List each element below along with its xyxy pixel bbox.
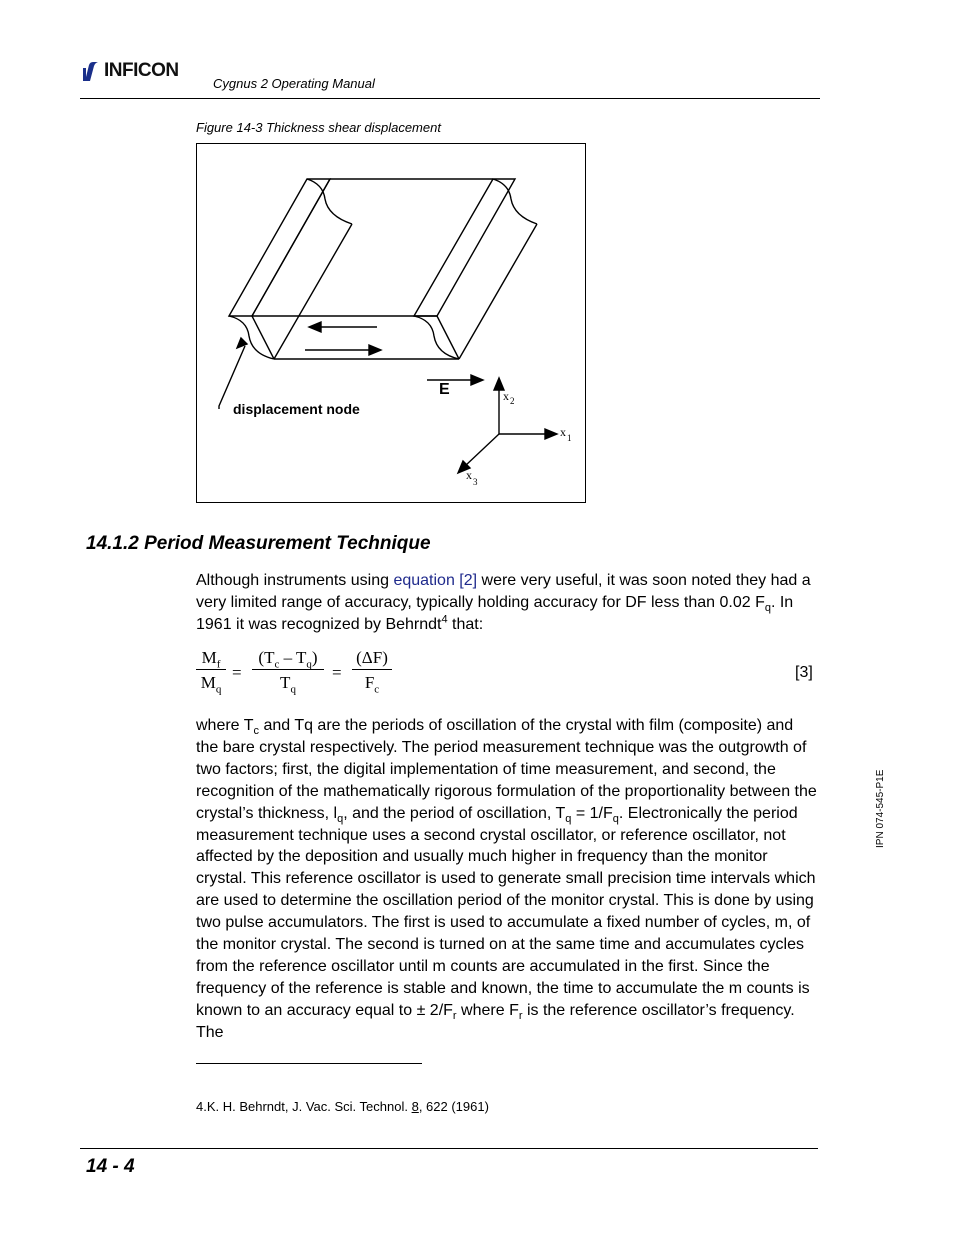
right-bar-wave-top	[493, 179, 537, 224]
header-divider	[80, 98, 820, 99]
field-label: E	[439, 381, 450, 398]
displacement-node-leader	[219, 346, 245, 409]
equation-number: [3]	[795, 664, 813, 681]
section-heading: 14.1.2 Period Measurement Technique	[86, 533, 431, 554]
displacement-node-label: displacement node	[233, 401, 360, 417]
right-bar-inner	[459, 224, 537, 359]
manual-title: Cygnus 2 Operating Manual	[213, 76, 375, 91]
equation-3	[196, 648, 416, 704]
thickness-shear-diagram	[197, 144, 585, 502]
figure-caption: Figure 14-3 Thickness shear displacement	[196, 120, 441, 135]
left-bar-wave-top	[307, 179, 352, 224]
footnote-reference[interactable]: 4	[441, 613, 448, 626]
inficon-logo-icon	[82, 60, 100, 82]
footnote-divider	[196, 1063, 422, 1064]
field-arrow-icon	[471, 375, 483, 385]
center-slab-right	[437, 316, 459, 359]
equals-sign: =	[232, 663, 242, 682]
x2-subscript: 2	[510, 396, 515, 406]
document-ipn: IPN 074-545-P1E	[875, 769, 886, 848]
x1-label: x	[560, 425, 566, 439]
left-bar-front	[252, 179, 330, 316]
fraction-period-ratio: $\frac{(T_c - T_q)}{T_q}$	[252, 648, 324, 693]
equation-2-link[interactable]: equation [2]	[393, 572, 478, 589]
intro-paragraph: Although instruments using equation [2] were very useful, it was soon noted they had a very limited range of accuracy, typically holding accuracy for DF less than 0.02 $F_q$. In 1961 it was recognized by Behrndt$^4$ that:	[196, 572, 811, 633]
x3-subscript: 3	[473, 477, 478, 487]
equals-sign-2: =	[332, 663, 342, 682]
x3-label: x	[466, 468, 472, 482]
footnote: 4.K. H. Behrndt, J. Vac. Sci. Technol. 8, 622 (1961)	[196, 1099, 489, 1114]
center-slab-left	[252, 316, 274, 359]
right-bar-wave-bottom	[414, 316, 459, 359]
x1-subscript: 1	[567, 433, 572, 443]
fraction-mass-ratio: $\frac{M_f}{M_q}$	[196, 648, 226, 693]
right-bar-outline	[414, 179, 515, 316]
left-bar-wave-bottom	[229, 316, 274, 359]
inficon-logo	[80, 58, 200, 84]
left-bar-inner	[274, 224, 352, 359]
x1-arrow-icon	[545, 429, 557, 439]
left-bar-outline	[229, 179, 330, 316]
footer-divider	[80, 1148, 818, 1149]
fraction-frequency-ratio: $\frac{(\Delta F)}{F_c}$	[352, 648, 392, 693]
logo-wordmark: INFICON	[104, 60, 179, 81]
figure-frame	[196, 143, 586, 503]
page-number: 14 - 4	[86, 1156, 135, 1177]
x2-label: x	[503, 389, 509, 403]
technique-paragraph: where $T_c$ and Tq are the periods of oscillation of the crystal with film (composite) and the bare crystal respectively. The period measurement technique was the outgrowth of two factors; first, the digital implementation of time measurement, and second, the recognition of the mathematically rigorous formulation of the proportionality between the crystal’s thickness, $l_q$, and the period of oscillation, $T_q = 1/F_q$. Electronically the period measurement technique uses a second crystal oscillator, or reference oscillator, not affected by the deposition and usually much higher in frequency than the monitor crystal. This reference oscillator is used to generate small precision time intervals which are used to determine the oscillation period of the monitor crystal. This is done by using two pulse accumulators. The first is used to accumulate a fixed number of cycles, m, of the monitor crystal. The second is turned on at the same time and accumulates cycles from the reference oscillator until m counts are accumulated in the first. Since the frequency of the reference is stable and known, the time to accumulate the m counts is known to an accuracy equal to ± $2/F_r$ where $F_r$ is the reference oscillator’s frequency. The	[196, 717, 817, 1041]
arrow-right-icon	[369, 345, 381, 355]
arrow-left-icon	[309, 322, 321, 332]
